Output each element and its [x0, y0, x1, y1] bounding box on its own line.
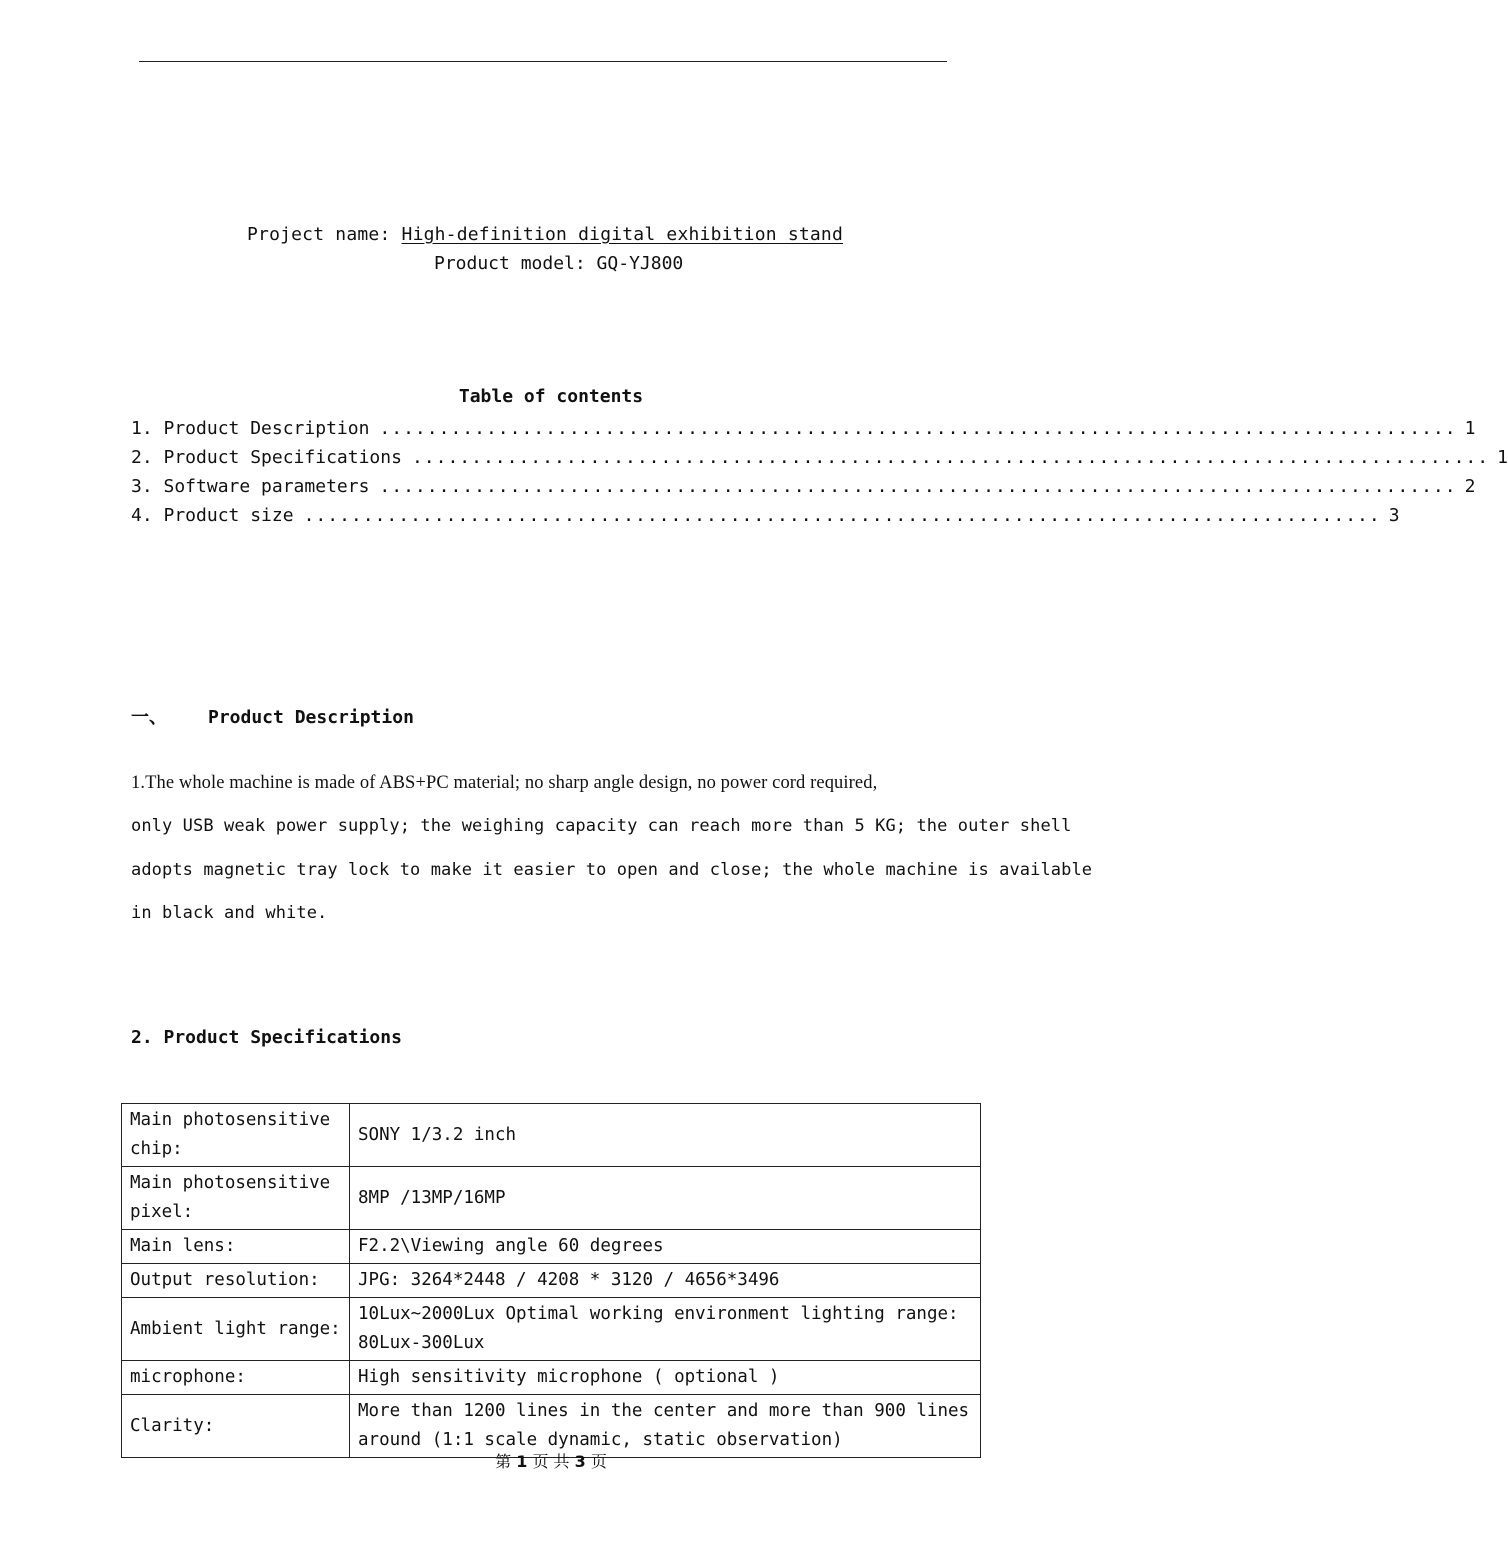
- section-heading-product-description: [131, 703, 414, 729]
- product-model-line: Product model: GQ-YJ800: [434, 253, 684, 274]
- toc-entry-label: 4. Product size: [131, 504, 304, 528]
- section-title: Product Description: [208, 707, 414, 728]
- section-heading-product-specifications: 2. Product Specifications: [131, 1027, 402, 1048]
- spec-key: Output resolution:: [122, 1264, 350, 1298]
- section-number: 一、: [131, 707, 167, 728]
- page-footer: [0, 1449, 1102, 1472]
- table-row: [122, 1264, 981, 1298]
- toc-entry[interactable]: [131, 475, 1476, 504]
- spec-key: microphone:: [122, 1361, 350, 1395]
- project-name-value: High-definition digital exhibition stand: [401, 224, 844, 245]
- header-rule: [139, 61, 947, 62]
- specifications-table: [121, 1103, 981, 1458]
- product-description-paragraph: [131, 762, 1093, 935]
- table-row: [122, 1104, 981, 1167]
- toc-entry-page: 2: [1464, 476, 1476, 497]
- table-row: [122, 1361, 981, 1395]
- toc-entry-label: 1. Product Description: [131, 417, 379, 441]
- table-row: [122, 1298, 981, 1361]
- footer-middle: 页 共: [527, 1452, 575, 1471]
- toc-entry-page: 1: [1497, 447, 1508, 468]
- footer-page-number: 1: [516, 1452, 528, 1471]
- spec-value: 10Lux~2000Lux Optimal working environment lighting range: 80Lux-300Lux: [350, 1298, 981, 1361]
- spec-key: Main photosensitive chip:: [122, 1104, 350, 1167]
- toc-entry[interactable]: [131, 417, 1476, 446]
- toc-leader-dots: ...........................................................................................: [303, 505, 1381, 526]
- toc-entry[interactable]: [131, 446, 1508, 475]
- spec-key: Clarity:: [122, 1395, 350, 1458]
- table-row: [122, 1167, 981, 1230]
- table-of-contents: [131, 417, 1508, 533]
- toc-leader-dots: ...........................................................................................: [411, 447, 1490, 468]
- paragraph-line: in black and white.: [131, 902, 328, 923]
- project-name-label: Project name:: [247, 224, 402, 245]
- spec-value: 8MP /13MP/16MP: [350, 1167, 981, 1230]
- spec-key: Ambient light range:: [122, 1298, 350, 1361]
- toc-leader-dots: ...........................................................................................: [379, 476, 1457, 497]
- toc-entry[interactable]: [131, 504, 1400, 533]
- toc-entry-label: 3. Software parameters: [131, 475, 379, 499]
- paragraph-line: adopts magnetic tray lock to make it easier to open and close; the whole machine is available: [131, 859, 1093, 880]
- spec-value: High sensitivity microphone ( optional ): [350, 1361, 981, 1395]
- toc-entry-label: 2. Product Specifications: [131, 446, 412, 470]
- paragraph-line: 1.The whole machine is made of ABS+PC material; no sharp angle design, no power cord required,: [131, 773, 878, 793]
- spec-value: More than 1200 lines in the center and more than 900 lines around (1:1 scale dynamic, static observation): [350, 1395, 981, 1458]
- spec-key: Main lens:: [122, 1230, 350, 1264]
- spec-value: SONY 1/3.2 inch: [350, 1104, 981, 1167]
- toc-entry-page: 1: [1464, 418, 1476, 439]
- footer-prefix: 第: [495, 1452, 517, 1471]
- project-name-line: [247, 224, 843, 245]
- toc-title: Table of contents: [458, 386, 644, 407]
- toc-entry-page: 3: [1388, 505, 1400, 526]
- footer-suffix: 页: [585, 1452, 607, 1471]
- table-row: [122, 1230, 981, 1264]
- spec-key: Main photosensitive pixel:: [122, 1167, 350, 1230]
- toc-leader-dots: ...........................................................................................: [379, 418, 1457, 439]
- footer-total-pages: 3: [574, 1452, 586, 1471]
- spec-value: F2.2\Viewing angle 60 degrees: [350, 1230, 981, 1264]
- spec-value: JPG: 3264*2448 / 4208 * 3120 / 4656*3496: [350, 1264, 981, 1298]
- paragraph-line: only USB weak power supply; the weighing capacity can reach more than 5 KG; the outer shell: [131, 816, 1072, 837]
